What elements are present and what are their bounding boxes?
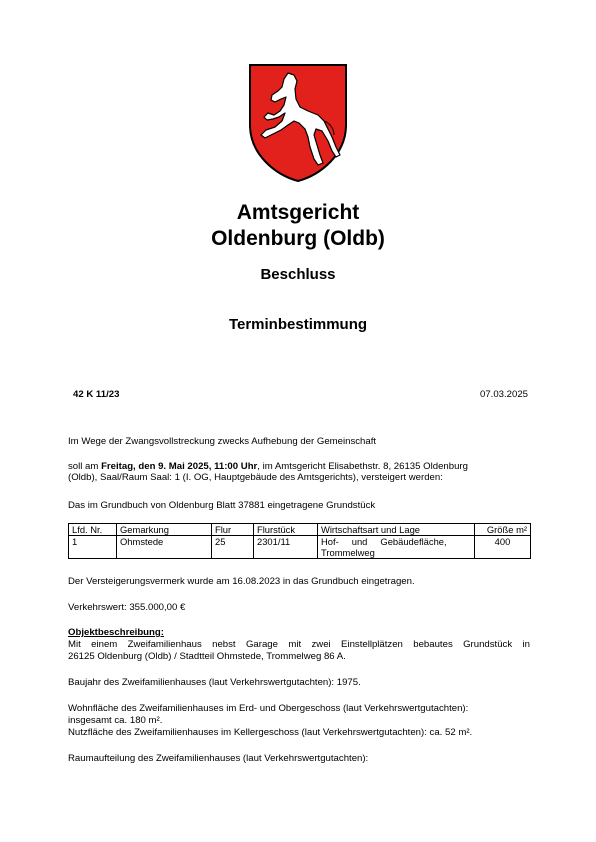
court-name-line1: Amtsgericht (236, 201, 360, 224)
objekt-heading: Objektbeschreibung: (68, 627, 164, 638)
table-cell: 400 (475, 536, 531, 559)
vermerk-text: Der Versteigerungsvermerk wurde am 16.08.2023 in das Grundbuch eingetragen. (68, 576, 415, 587)
intro-text: Im Wege der Zwangsvollstreckung zwecks Aufhebung der Gemeinschaft (68, 436, 377, 447)
table-cell: 1 (69, 536, 117, 559)
register-text: Das im Grundbuch von Oldenburg Blatt 37881 eingetragene Grundstück (68, 500, 376, 511)
table-header: Größe m² (475, 524, 531, 536)
table-header: Wirtschaftsart und Lage (318, 524, 475, 536)
hearing-paragraph (68, 461, 530, 484)
lower-saxony-horse-crest-icon (248, 63, 348, 183)
hearing-post1: , im Amtsgericht Elisabethstr. 8, 26135 Oldenburg (257, 461, 468, 472)
baujahr-text: Baujahr des Zweifamilienhauses (laut Verkehrswertgutachten): 1975. (68, 677, 361, 688)
nutzflaeche-line: Nutzfläche des Zweifamilienhauses im Kellergeschoss (laut Verkehrswertgutachten): ca. 52 m². (68, 727, 473, 738)
court-name-line2: Oldenburg (Oldb) (211, 227, 385, 250)
wohnflaeche-line2: insgesamt ca. 180 m². (68, 715, 163, 726)
table-header: Lfd. Nr. (69, 524, 117, 536)
table-row (69, 536, 531, 559)
hearing-post2: (Oldb), Saal/Raum Saal: 1 (I. OG, Hauptgebäude des Amtsgerichts), versteigert werden: (68, 472, 443, 484)
document-date: 07.03.2025 (479, 389, 528, 400)
table-cell: 2301/11 (254, 536, 318, 559)
hearing-date-time: Freitag, den 9. Mai 2025, 11:00 Uhr (101, 461, 258, 472)
table-cell: 25 (212, 536, 254, 559)
document-type: Beschluss (260, 266, 336, 283)
table-header-row (69, 524, 531, 536)
table-cell: Ohmstede (117, 536, 212, 559)
wohnflaeche-line1: Wohnfläche des Zweifamilienhauses im Erd- und Obergeschoss (laut Verkehrswertgutachten): (68, 703, 469, 714)
raumaufteilung-text: Raumaufteilung des Zweifamilienhauses (laut Verkehrswertgutachten): (68, 753, 369, 764)
property-table (68, 523, 531, 559)
table-cell: Hof- und Gebäudefläche, Trommelweg (318, 536, 475, 559)
file-number: 42 K 11/23 (73, 389, 120, 400)
table-header: Flur (212, 524, 254, 536)
subject-heading: Terminbestimmung (228, 316, 368, 333)
table-header: Flurstück (254, 524, 318, 536)
table-header: Gemarkung (117, 524, 212, 536)
objekt-line1: Mit einem Zweifamilienhaus nebst Garage mit zwei Einstellplätzen bebautes Grundstück in (68, 639, 530, 650)
hearing-pre: soll am (68, 461, 102, 472)
verkehrswert-text: Verkehrswert: 355.000,00 € (68, 602, 186, 613)
objekt-line2: 26125 Oldenburg (Oldb) / Stadtteil Ohmstede, Trommelweg 86 A. (68, 651, 346, 662)
